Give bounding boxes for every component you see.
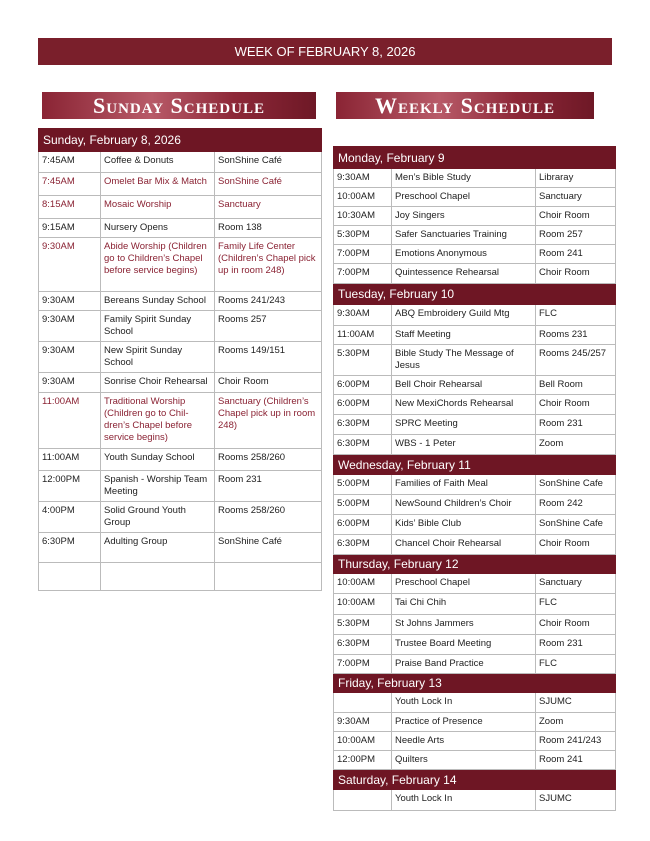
cell-time: 9:30AM — [39, 342, 101, 373]
table-row — [334, 226, 616, 245]
table-row — [334, 635, 616, 655]
cell-time: 5:30PM — [334, 345, 392, 376]
cell-time: 7:00PM — [334, 655, 392, 674]
cell-location: Zoom — [536, 713, 616, 732]
cell-event: SPRC Meeting — [392, 415, 536, 435]
cell-event: Joy Singers — [392, 207, 536, 226]
day-header — [334, 284, 616, 305]
cell-time: 6:30PM — [334, 435, 392, 455]
cell-event: Youth Lock In — [392, 790, 536, 811]
cell-time: 11:00AM — [39, 449, 101, 471]
day-header — [334, 555, 616, 574]
cell-location: Choir Room — [536, 395, 616, 415]
table-row — [334, 732, 616, 751]
table-row — [39, 196, 322, 219]
cell-event: Needle Arts — [392, 732, 536, 751]
cell-time: 4:00PM — [39, 502, 101, 533]
cell-time: 7:00PM — [334, 264, 392, 284]
table-row — [334, 655, 616, 674]
cell-event: Quintessence Rehearsal — [392, 264, 536, 284]
cell-location — [215, 563, 322, 591]
cell-event: Mosaic Worship — [101, 196, 215, 219]
cell-location: Sanctuary (Children’s Chapel pick up in room 248) — [215, 393, 322, 449]
cell-time: 12:00PM — [39, 471, 101, 502]
cell-event: Abide Worship (Children go to Children’s Chapel before service begins) — [101, 238, 215, 292]
cell-event: Kids’ Bible Club — [392, 515, 536, 535]
table-row — [39, 173, 322, 196]
cell-time — [334, 790, 392, 811]
table-row — [334, 515, 616, 535]
cell-location: SJUMC — [536, 693, 616, 713]
cell-location: Choir Room — [536, 207, 616, 226]
table-row — [334, 188, 616, 207]
cell-event: Youth Lock In — [392, 693, 536, 713]
table-row — [334, 594, 616, 615]
cell-event: Spanish - Worship Team Meeting — [101, 471, 215, 502]
day-header — [334, 455, 616, 475]
table-row — [39, 238, 322, 292]
day-header — [334, 147, 616, 169]
cell-location: Zoom — [536, 435, 616, 455]
cell-event: Quilters — [392, 751, 536, 770]
cell-location: Room 257 — [536, 226, 616, 245]
cell-location: Rooms 258/260 — [215, 449, 322, 471]
cell-location: Room 231 — [215, 471, 322, 502]
day-header-label: Tuesday, February 10 — [334, 284, 616, 305]
cell-location: FLC — [536, 655, 616, 674]
cell-time: 5:30PM — [334, 226, 392, 245]
table-row — [39, 449, 322, 471]
day-header-label: Saturday, February 14 — [334, 770, 616, 790]
cell-event: Families of Faith Meal — [392, 475, 536, 495]
cell-time: 9:30AM — [39, 238, 101, 292]
cell-location: Room 231 — [536, 415, 616, 435]
cell-event: Chancel Choir Rehearsal — [392, 535, 536, 555]
cell-event: Youth Sunday School — [101, 449, 215, 471]
cell-location: Room 138 — [215, 219, 322, 238]
table-row — [334, 751, 616, 770]
cell-time: 5:00PM — [334, 475, 392, 495]
cell-event: Family Spirit Sunday School — [101, 311, 215, 342]
cell-event: Coffee & Donuts — [101, 152, 215, 173]
cell-time: 10:30AM — [334, 207, 392, 226]
sunday-date-header: Sunday, February 8, 2026 — [39, 129, 322, 152]
cell-location: SonShine Cafe — [536, 515, 616, 535]
cell-event: ABQ Embroidery Guild Mtg — [392, 305, 536, 326]
table-row — [334, 574, 616, 594]
table-row — [334, 693, 616, 713]
cell-time: 7:00PM — [334, 245, 392, 264]
cell-location: FLC — [536, 594, 616, 615]
cell-time: 6:30PM — [334, 535, 392, 555]
cell-event: New MexiChords Rehearsal — [392, 395, 536, 415]
cell-time: 6:00PM — [334, 515, 392, 535]
cell-time: 7:45AM — [39, 152, 101, 173]
cell-time: 6:30PM — [334, 415, 392, 435]
cell-location: Sanctuary — [536, 188, 616, 207]
cell-event: Emotions Anonymous — [392, 245, 536, 264]
table-row — [334, 395, 616, 415]
cell-location: SonShine Café — [215, 533, 322, 563]
cell-time: 6:30PM — [334, 635, 392, 655]
table-row — [39, 373, 322, 393]
sunday-schedule-table — [38, 128, 322, 591]
cell-time: 9:30AM — [39, 292, 101, 311]
cell-location: Room 241 — [536, 751, 616, 770]
cell-time: 9:30AM — [334, 169, 392, 188]
table-row — [39, 342, 322, 373]
table-row — [334, 713, 616, 732]
cell-event: St Johns Jammers — [392, 615, 536, 635]
table-row — [39, 292, 322, 311]
table-row — [334, 415, 616, 435]
cell-location: SonShine Café — [215, 152, 322, 173]
day-header — [334, 770, 616, 790]
table-row — [334, 615, 616, 635]
cell-event: Tai Chi Chih — [392, 594, 536, 615]
cell-location: FLC — [536, 305, 616, 326]
cell-time: 9:15AM — [39, 219, 101, 238]
day-header-label: Wednesday, February 11 — [334, 455, 616, 475]
cell-event: New Spirit Sunday School — [101, 342, 215, 373]
table-row — [334, 376, 616, 395]
cell-event: Praise Band Practice — [392, 655, 536, 674]
cell-time: 6:00PM — [334, 395, 392, 415]
cell-location: Room 242 — [536, 495, 616, 515]
cell-location: Family Life Center (Children’s Chapel pick up in room 248) — [215, 238, 322, 292]
table-row — [334, 435, 616, 455]
cell-time: 10:00AM — [334, 188, 392, 207]
day-header-label: Friday, February 13 — [334, 674, 616, 693]
cell-location: SonShine Cafe — [536, 475, 616, 495]
table-row — [39, 219, 322, 238]
cell-location: Rooms 258/260 — [215, 502, 322, 533]
cell-location: Rooms 241/243 — [215, 292, 322, 311]
cell-time: 12:00PM — [334, 751, 392, 770]
table-row — [334, 326, 616, 345]
week-banner: WEEK OF FEBRUARY 8, 2026 — [38, 38, 612, 65]
cell-event: Omelet Bar Mix & Match — [101, 173, 215, 196]
cell-time: 9:30AM — [39, 373, 101, 393]
table-row — [39, 563, 322, 591]
table-row — [334, 305, 616, 326]
cell-time: 11:00AM — [334, 326, 392, 345]
cell-location: Bell Room — [536, 376, 616, 395]
table-row — [334, 345, 616, 376]
table-row — [39, 311, 322, 342]
cell-event — [101, 563, 215, 591]
cell-event: Preschool Chapel — [392, 188, 536, 207]
cell-event: Nursery Opens — [101, 219, 215, 238]
cell-event: Preschool Chapel — [392, 574, 536, 594]
weekly-schedule-title: Weekly Schedule — [336, 92, 594, 119]
cell-location: Rooms 245/257 — [536, 345, 616, 376]
cell-time: 6:00PM — [334, 376, 392, 395]
cell-time: 10:00AM — [334, 594, 392, 615]
cell-time: 6:30PM — [39, 533, 101, 563]
cell-location: Sanctuary — [536, 574, 616, 594]
weekly-schedule-table — [333, 146, 616, 811]
cell-location: Rooms 257 — [215, 311, 322, 342]
table-row — [334, 169, 616, 188]
cell-time: 5:30PM — [334, 615, 392, 635]
table-row — [334, 790, 616, 811]
cell-location: Choir Room — [536, 615, 616, 635]
table-row — [334, 535, 616, 555]
cell-event: NewSound Children’s Choir — [392, 495, 536, 515]
day-header-label: Monday, February 9 — [334, 147, 616, 169]
cell-location: Room 241 — [536, 245, 616, 264]
table-row — [334, 264, 616, 284]
cell-event: Trustee Board Meeting — [392, 635, 536, 655]
cell-event: Sonrise Choir Rehearsal — [101, 373, 215, 393]
cell-time: 8:15AM — [39, 196, 101, 219]
cell-location: SonShine Café — [215, 173, 322, 196]
cell-time: 9:30AM — [39, 311, 101, 342]
table-row — [39, 533, 322, 563]
cell-event: Men’s Bible Study — [392, 169, 536, 188]
cell-location: Choir Room — [536, 535, 616, 555]
table-row — [39, 393, 322, 449]
day-header-label: Thursday, February 12 — [334, 555, 616, 574]
table-row — [334, 245, 616, 264]
cell-time: 7:45AM — [39, 173, 101, 196]
cell-location: Room 241/243 — [536, 732, 616, 751]
cell-event: Bible Study The Message of Jesus — [392, 345, 536, 376]
cell-location: Room 231 — [536, 635, 616, 655]
cell-location: Rooms 231 — [536, 326, 616, 345]
cell-time: 10:00AM — [334, 574, 392, 594]
cell-event: Adulting Group — [101, 533, 215, 563]
cell-location: Libraray — [536, 169, 616, 188]
cell-event: WBS - 1 Peter — [392, 435, 536, 455]
cell-location: SJUMC — [536, 790, 616, 811]
cell-event: Safer Sanctuaries Training — [392, 226, 536, 245]
table-row — [334, 207, 616, 226]
cell-time: 9:30AM — [334, 713, 392, 732]
table-row — [334, 475, 616, 495]
table-row — [39, 152, 322, 173]
table-row — [39, 471, 322, 502]
cell-event: Staff Meeting — [392, 326, 536, 345]
cell-location: Choir Room — [536, 264, 616, 284]
cell-event: Solid Ground Youth Group — [101, 502, 215, 533]
cell-time: 10:00AM — [334, 732, 392, 751]
cell-location: Rooms 149/151 — [215, 342, 322, 373]
cell-event: Bell Choir Rehearsal — [392, 376, 536, 395]
cell-location: Choir Room — [215, 373, 322, 393]
cell-time — [39, 563, 101, 591]
table-row — [39, 502, 322, 533]
cell-location: Sanctuary — [215, 196, 322, 219]
cell-time: 11:00AM — [39, 393, 101, 449]
cell-event: Bereans Sunday School — [101, 292, 215, 311]
cell-event: Traditional Worship (Children go to Chil-dren’s Chapel before service begins) — [101, 393, 215, 449]
cell-event: Practice of Presence — [392, 713, 536, 732]
day-header — [334, 674, 616, 693]
cell-time: 9:30AM — [334, 305, 392, 326]
cell-time — [334, 693, 392, 713]
table-row — [334, 495, 616, 515]
cell-time: 5:00PM — [334, 495, 392, 515]
sunday-schedule-title: Sunday Schedule — [42, 92, 316, 119]
